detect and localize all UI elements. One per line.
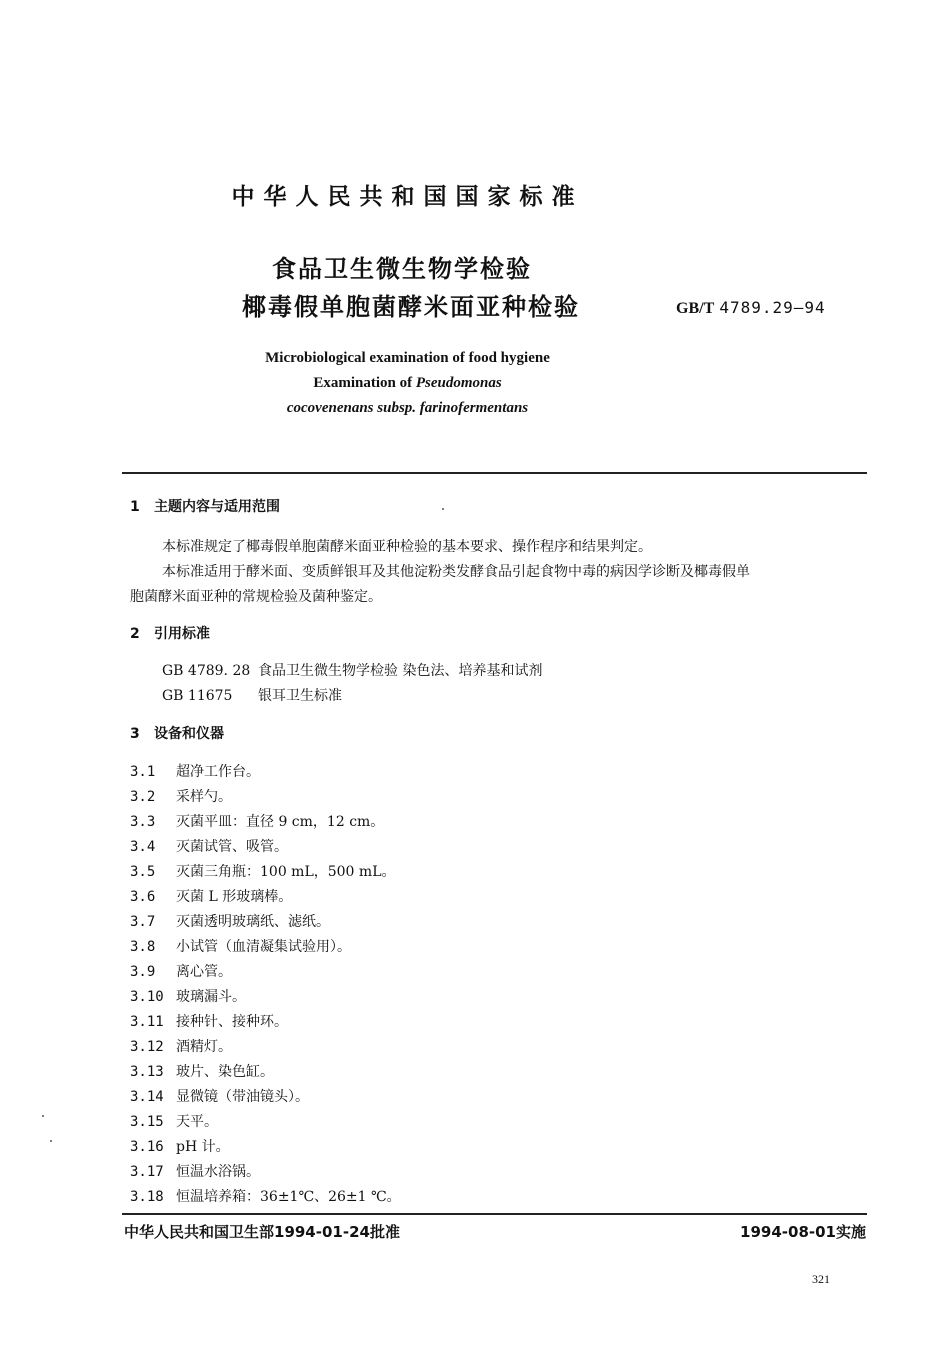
equipment-item-number: 3.15 [130, 1114, 164, 1130]
equipment-item [130, 1136, 230, 1156]
equipment-item-text: 离心管。 [176, 964, 232, 980]
section-2-heading [130, 623, 210, 643]
equipment-item-number: 3.7 [130, 914, 156, 930]
scan-speck [50, 1140, 52, 1142]
equipment-item [130, 1161, 260, 1181]
section-1-paragraph-2a: 本标准适用于酵米面、变质鲜银耳及其他淀粉类发酵食品引起食物中毒的病因学诊断及椰毒假单 [162, 564, 750, 580]
equipment-item-text: 玻璃漏斗。 [176, 989, 246, 1005]
equipment-item-text: 接种针、接种环。 [176, 1014, 288, 1030]
equipment-item-text: 灭菌透明玻璃纸、滤纸。 [176, 914, 330, 930]
equipment-item-number: 3.5 [130, 864, 156, 880]
english-title-line-3: cocovenenans subsp. farinofermentans [286, 400, 529, 416]
section-2-title: 引用标准 [154, 626, 210, 642]
equipment-item-text: pH 计。 [176, 1139, 230, 1155]
standard-code [676, 298, 826, 318]
equipment-item-text: 灭菌 L 形玻璃棒。 [176, 889, 293, 905]
equipment-item-number: 3.3 [130, 814, 156, 830]
document-title-line-1: 食品卫生微生物学检验 [272, 255, 532, 283]
approval-line: 中华人民共和国卫生部1994-01-24批准 [124, 1223, 400, 1241]
english-title-line-1: Microbiological examination of food hygiene [265, 350, 550, 366]
english-title-line-2-b: Pseudomonas [415, 375, 502, 391]
equipment-item [130, 886, 292, 906]
reference-text: 食品卫生微生物学检验 染色法、培养基和试剂 [258, 663, 543, 679]
equipment-item-text: 恒温水浴锅。 [176, 1164, 260, 1180]
reference-code: GB 4789. 28 [162, 663, 251, 679]
equipment-item-text: 灭菌试管、吸管。 [176, 839, 288, 855]
document-title-line-2: 椰毒假单胞菌酵米面亚种检验 [242, 293, 580, 321]
section-1-title: 主题内容与适用范围 [154, 499, 280, 515]
scan-speck [42, 1115, 44, 1117]
equipment-item [130, 811, 384, 831]
equipment-item-text: 灭菌平皿：直径 9 cm，12 cm。 [176, 814, 385, 830]
section-2-number: 2 [130, 626, 140, 642]
equipment-item-number: 3.17 [130, 1164, 164, 1180]
equipment-item-text: 恒温培养箱：36±1℃、26±1 ℃。 [176, 1189, 401, 1205]
equipment-item-text: 灭菌三角瓶：100 mL，500 mL。 [176, 864, 396, 880]
equipment-item [130, 936, 351, 956]
equipment-item [130, 1086, 309, 1106]
equipment-item-number: 3.16 [130, 1139, 164, 1155]
reference-item [162, 685, 342, 705]
national-standard-title: 中华人民共和国国家标准 [231, 184, 584, 210]
reference-code: GB 11675 [162, 688, 233, 704]
equipment-item-number: 3.4 [130, 839, 156, 855]
equipment-item-number: 3.9 [130, 964, 156, 980]
equipment-item [130, 1111, 218, 1131]
section-1-paragraph-1: 本标准规定了椰毒假单胞菌酵米面亚种检验的基本要求、操作程序和结果判定。 [162, 539, 652, 555]
equipment-item [130, 1036, 232, 1056]
equipment-item-number: 3.14 [130, 1089, 164, 1105]
equipment-item-text: 超净工作台。 [176, 764, 260, 780]
equipment-item [130, 861, 396, 881]
equipment-item [130, 911, 330, 931]
equipment-item-number: 3.2 [130, 789, 156, 805]
equipment-item [130, 761, 260, 781]
section-1-paragraph-2b: 胞菌酵米面亚种的常规检验及菌种鉴定。 [130, 589, 382, 605]
equipment-item-number: 3.11 [130, 1014, 164, 1030]
footer-divider [122, 1213, 867, 1215]
scan-speck [442, 508, 444, 510]
reference-item [162, 660, 542, 680]
equipment-item-number: 3.10 [130, 989, 164, 1005]
standard-code-number: 4789.29—94 [719, 298, 826, 317]
section-3-title: 设备和仪器 [154, 726, 224, 742]
equipment-item [130, 1061, 274, 1081]
section-1-number: 1 [130, 499, 140, 515]
equipment-item-text: 显微镜（带油镜头）。 [176, 1089, 309, 1105]
equipment-item-text: 天平。 [176, 1114, 218, 1130]
section-3-number: 3 [130, 726, 140, 742]
english-title-line-2-a: Examination of [313, 375, 416, 391]
equipment-item [130, 836, 288, 856]
equipment-item-number: 3.1 [130, 764, 156, 780]
header-divider [122, 472, 867, 474]
equipment-item-text: 小试管（血清凝集试验用）。 [176, 939, 351, 955]
english-title-line-2 [0, 375, 815, 392]
equipment-item-number: 3.6 [130, 889, 156, 905]
equipment-item-text: 玻片、染色缸。 [176, 1064, 274, 1080]
equipment-item-number: 3.8 [130, 939, 156, 955]
equipment-item [130, 961, 232, 981]
equipment-item-number: 3.13 [130, 1064, 164, 1080]
equipment-item [130, 786, 232, 806]
equipment-item-text: 酒精灯。 [176, 1039, 232, 1055]
section-1-heading [130, 496, 280, 516]
equipment-item-number: 3.18 [130, 1189, 164, 1205]
equipment-item [130, 1186, 401, 1206]
equipment-item [130, 1011, 288, 1031]
equipment-item-number: 3.12 [130, 1039, 164, 1055]
standard-code-prefix: GB/T [676, 300, 715, 317]
page-number: 321 [812, 1272, 830, 1286]
equipment-item [130, 986, 246, 1006]
implementation-date: 1994-08-01实施 [740, 1223, 866, 1241]
reference-text: 银耳卫生标准 [258, 688, 342, 704]
section-3-heading [130, 723, 224, 743]
equipment-item-text: 采样勺。 [176, 789, 232, 805]
